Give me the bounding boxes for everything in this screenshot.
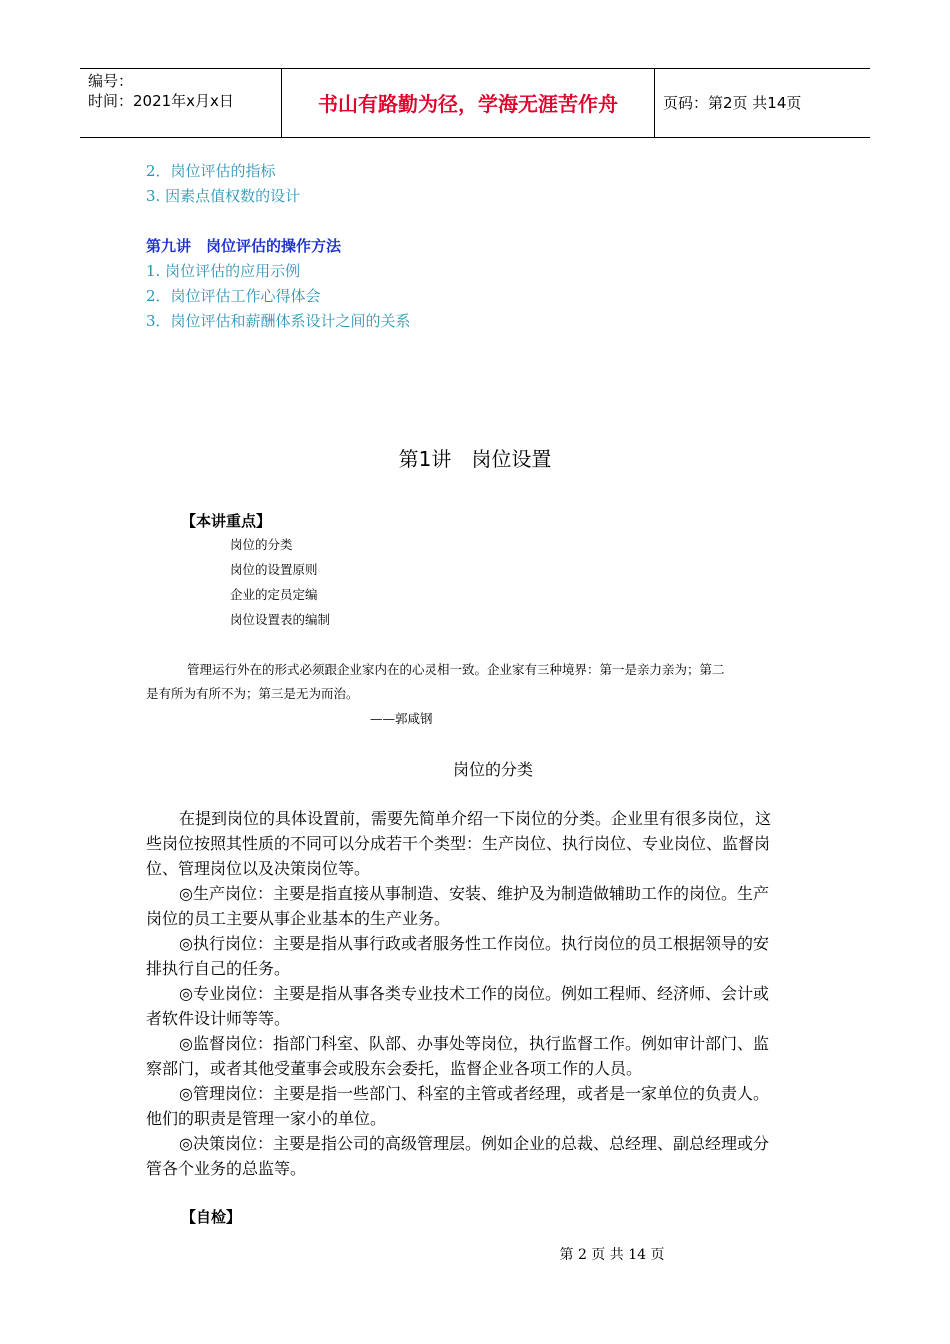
key-point-item: 岗位的设置原则 (230, 562, 318, 577)
paragraph-line: 排执行自己的任务。 (146, 959, 291, 978)
page-header (80, 68, 870, 138)
header-motto-cell (282, 69, 655, 137)
self-check-heading: 【自检】 (181, 1208, 242, 1226)
quote-line: 管理运行外在的形式必须跟企业家内在的心灵相一致。企业家有三种境界：第一是亲力亲为；第二 (187, 662, 725, 677)
toc-item: 2．岗位评估的指标 (146, 162, 276, 180)
header-page-cell (655, 69, 870, 137)
number-label: 编号： (88, 72, 134, 90)
paragraph-line: ◎监督岗位：指部门科室、队部、办事处等岗位，执行监督工作。例如审计部门、监 (179, 1034, 769, 1053)
paragraph-line: 者软件设计师等等。 (146, 1009, 291, 1028)
key-point-item: 岗位设置表的编制 (230, 612, 331, 627)
time-label: 时间：2021年x月x日 (88, 92, 234, 110)
section-title: 岗位的分类 (452, 760, 533, 779)
toc-item: 3. 因素点值权数的设计 (146, 187, 301, 205)
toc-item: 2．岗位评估工作心得体会 (146, 287, 321, 305)
paragraph-line: 岗位的员工主要从事企业基本的生产业务。 (146, 909, 451, 928)
motto-text: 书山有路勤为径，学海无涯苦作舟 (318, 92, 618, 116)
key-points-heading: 【本讲重点】 (181, 512, 272, 530)
toc-item: 3．岗位评估和薪酬体系设计之间的关系 (146, 312, 411, 330)
paragraph-line: 察部门，或者其他受董事会或股东会委托，监督企业各项工作的人员。 (146, 1059, 643, 1078)
toc-lecture-heading: 第九讲 岗位评估的操作方法 (146, 237, 342, 255)
paragraph-line: ◎专业岗位：主要是指从事各类专业技术工作的岗位。例如工程师、经济师、会计或 (179, 984, 769, 1003)
toc-item: 1. 岗位评估的应用示例 (146, 262, 301, 280)
page-code: 页码：第2页 共14页 (663, 94, 802, 112)
quote-line: 是有所为有所不为；第三是无为而治。 (146, 686, 359, 701)
paragraph-line: 管各个业务的总监等。 (146, 1159, 307, 1178)
paragraph-line: 些岗位按照其性质的不同可以分成若干个类型：生产岗位、执行岗位、专业岗位、监督岗 (146, 834, 771, 853)
quote-author: ——郭咸钢 (370, 711, 433, 726)
paragraph-line: 位、管理岗位以及决策岗位等。 (146, 859, 371, 878)
key-point-item: 岗位的分类 (230, 537, 293, 552)
paragraph-line: ◎执行岗位：主要是指从事行政或者服务性工作岗位。执行岗位的员工根据领导的安 (179, 934, 769, 953)
key-point-item: 企业的定员定编 (230, 587, 318, 602)
paragraph-line: ◎生产岗位：主要是指直接从事制造、安装、维护及为制造做辅助工作的岗位。生产 (179, 884, 769, 903)
paragraph-line: 他们的职责是管理一家小的单位。 (146, 1109, 387, 1128)
lecture-title: 第1讲 岗位设置 (398, 447, 552, 471)
paragraph-line: 在提到岗位的具体设置前，需要先简单介绍一下岗位的分类。企业里有很多岗位，这 (179, 809, 772, 828)
paragraph-line: ◎管理岗位：主要是指一些部门、科室的主管或者经理，或者是一家单位的负责人。 (179, 1084, 769, 1103)
header-meta-cell (80, 69, 282, 137)
page-footer: 第 2 页 共 14 页 (559, 1247, 665, 1263)
paragraph-line: ◎决策岗位：主要是指公司的高级管理层。例如企业的总裁、总经理、副总经理或分 (179, 1134, 769, 1153)
